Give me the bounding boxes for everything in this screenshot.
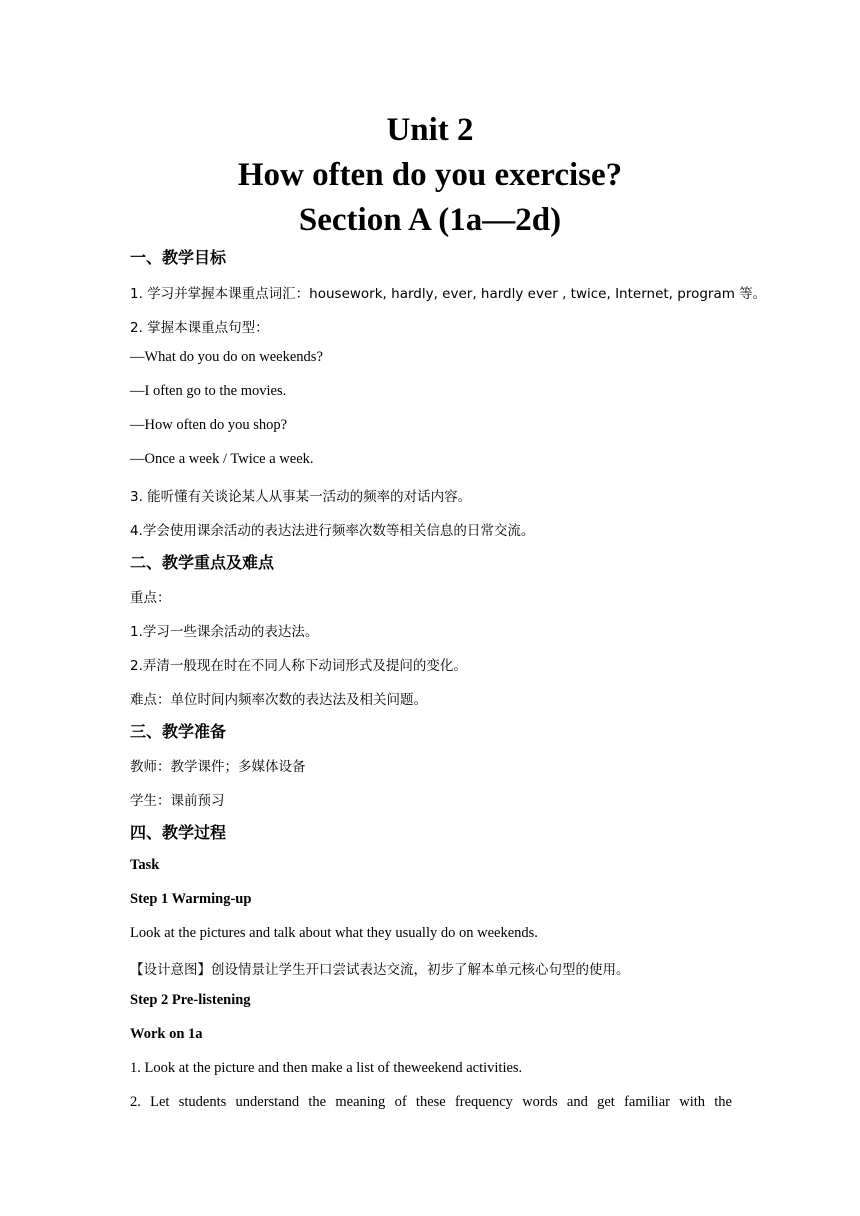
objective-item: 4.学会使用课余活动的表达法进行频率次数等相关信息的日常交流。 (130, 523, 535, 539)
step-heading: Step 2 Pre-listening (130, 992, 251, 1008)
key-point-label: 重点： (130, 590, 171, 606)
sentence-pattern: —What do you do on weekends? (130, 349, 323, 365)
section-heading-objectives: 一、教学目标 (130, 248, 227, 267)
objective-item: 2. 掌握本课重点句型： (130, 320, 269, 336)
section-heading-process: 四、教学过程 (130, 823, 227, 842)
sentence-pattern: —How often do you shop? (130, 417, 288, 433)
document-title (0, 108, 860, 243)
key-point-item: 1.学习一些课余活动的表达法。 (130, 624, 319, 640)
task-label: Task (130, 857, 160, 873)
sentence-pattern: —I often go to the movies. (130, 383, 287, 399)
title-unit: Unit 2 (386, 112, 474, 148)
work-item: 2. Let students understand the meaning of these frequency words and get familiar with the (130, 1094, 732, 1110)
work-item: 1. Look at the picture and then make a list of theweekend activities. (130, 1060, 523, 1076)
title-section: Section A (1a—2d) (298, 202, 562, 238)
step-text: Look at the pictures and talk about what they usually do on weekends. (130, 925, 538, 941)
title-question: How often do you exercise? (237, 157, 623, 193)
preparation-item: 教师：教学课件；多媒体设备 (130, 759, 306, 775)
sentence-pattern: —Once a week / Twice a week. (130, 451, 314, 467)
objective-item: 1. 学习并掌握本课重点词汇：housework, hardly, ever, hardly ever , twice, Internet, program 等。 (130, 286, 767, 302)
difficulty-item: 难点：单位时间内频率次数的表达法及相关问题。 (130, 692, 427, 708)
step-heading: Step 1 Warming-up (130, 891, 252, 907)
design-intent: 【设计意图】创设情景让学生开口尝试表达交流，初步了解本单元核心句型的使用。 (130, 962, 630, 978)
work-heading: Work on 1a (130, 1026, 203, 1042)
section-heading-key-points: 二、教学重点及难点 (130, 553, 275, 572)
section-heading-preparation: 三、教学准备 (130, 722, 227, 741)
objective-item: 3. 能听懂有关谈论某人从事某一活动的频率的对话内容。 (130, 489, 472, 505)
key-point-item: 2.弄清一般现在时在不同人称下动词形式及提问的变化。 (130, 658, 467, 674)
preparation-item: 学生：课前预习 (130, 793, 225, 809)
